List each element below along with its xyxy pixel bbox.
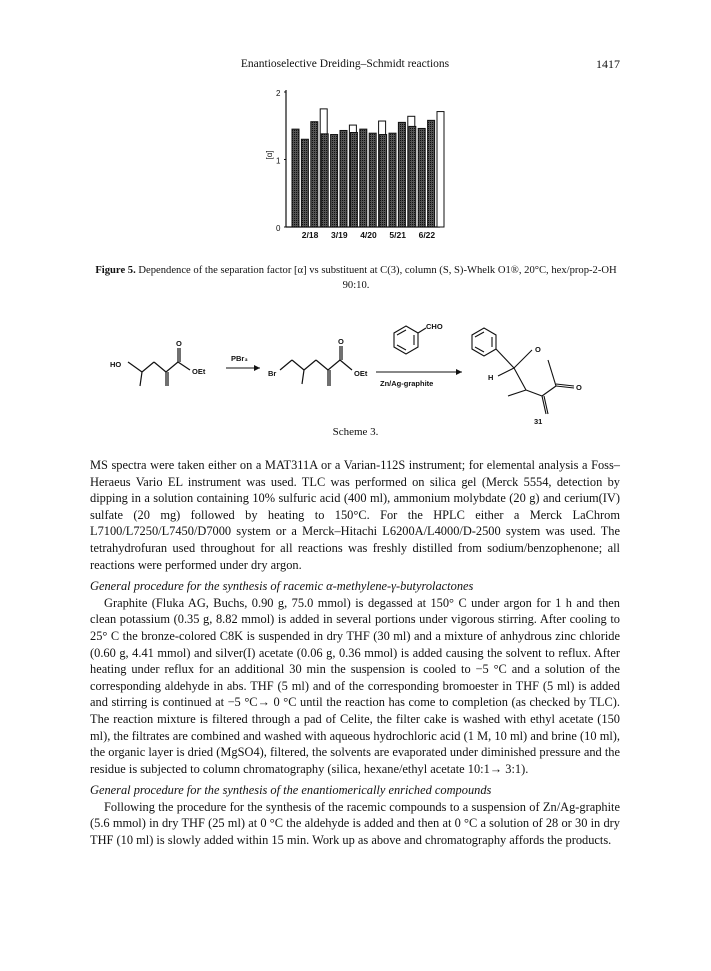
x-tick-label-3: 5/21	[389, 230, 406, 240]
arrowhead-2	[456, 369, 462, 375]
x-tick-label-0: 2/18	[301, 230, 319, 240]
scheme-3-drawing	[80, 318, 640, 428]
figure-5-bar-chart	[250, 84, 450, 264]
bromoester-structure	[280, 346, 352, 386]
x-tick-label-4: 6/22	[418, 230, 436, 240]
section-heading-enantioenriched: General procedure for the synthesis of the enantiomerically enriched compounds	[90, 783, 492, 798]
carbonyl-o-label-2: O	[338, 337, 344, 346]
ring-oxygen-label: O	[535, 345, 541, 354]
bar-4-20-s3	[369, 133, 376, 227]
scheme-label: Scheme 3.	[332, 426, 379, 438]
bar-3-19-s2	[331, 135, 338, 227]
bar-5-21-s3	[398, 122, 405, 227]
hydroxyl-label: HO	[110, 360, 122, 369]
aldehyde-label: CHO	[426, 322, 443, 331]
bar-2-18-s1	[292, 129, 299, 227]
carbonyl-o-label-1: O	[176, 339, 182, 348]
paragraph-enantioenriched-procedure: Following the procedure for the synthesis of the racemic compounds to a suspension of Zn/Ag-graphite (5.6 mmol) in dry THF (25 ml) at 0 °C the aldehyde is added and then at 0 °C a solution of 28 or 30 in dry THF (10 ml) is slowly added within 15 min. Work up as above and chromatography affords the products.	[90, 799, 620, 848]
figure-caption-text: Dependence of the separation factor [α] vs substituent at C(3), column (S, S)-Whelk O1®, 20°C, hex/prop-2-OH 90:10.	[138, 265, 617, 291]
lactone-product-structure	[472, 328, 574, 414]
section-heading-racemic: General procedure for the synthesis of racemic α-methylene-γ-butyrolactones	[90, 579, 474, 594]
bar-5-21-s1	[380, 135, 387, 227]
x-tick-label-2: 4/20	[360, 230, 377, 240]
bar-6-22-s3	[428, 120, 435, 227]
reagent-2-label: Zn/Ag-graphite	[380, 379, 434, 388]
bar-5-21-s2	[389, 133, 396, 227]
hydrogen-label: H	[488, 373, 494, 382]
figure-caption	[92, 263, 620, 293]
bar-2-18-s3	[311, 122, 318, 227]
figure-caption-label: Figure 5.	[95, 265, 136, 276]
bar-3-19-s1	[321, 134, 328, 227]
bromine-label: Br	[268, 369, 277, 378]
bar-6-22-s2	[418, 128, 425, 227]
running-header-title: Enantioselective Dreiding–Schmidt reactions	[240, 58, 450, 70]
body-text	[90, 457, 620, 849]
reagent-1-label: PBr₃	[231, 354, 248, 363]
y-axis-label: [α]	[265, 150, 274, 160]
page-number: 1417	[596, 57, 620, 71]
bar-6-22-s1	[409, 126, 416, 227]
bar-6-22-s4	[437, 112, 444, 227]
compound-number: 31	[534, 417, 543, 426]
paragraph-instruments: MS spectra were taken either on a MAT311A or a Varian-112S instrument; for elemental analysis a Foss–Heraeus Vario EL instrument was used. TLC was performed on silica gel (Merck 5554, detection by dipping in a solution containing 10% sulfuric acid (400 ml), ammonium molybdate (20 g) and cerium(IV) sulfate (20 mg) followed by heating to 150°C. For the HPLC either a Merck LaChrom L7100/L7250/L7450/D7000 system or a Merck–Hitachi L6200A/L4000/D-2500 system was used. The tetrahydrofuran used throughout for all reactions was freshly distilled from sodium/benzophenone; all reactions were performed under dry argon.	[90, 458, 620, 572]
bar-4-20-s1	[350, 133, 357, 228]
benzaldehyde-structure	[394, 326, 426, 354]
bar-2-18-s2	[301, 139, 308, 227]
y-tick-label-2: 2	[276, 89, 281, 98]
arrowhead-1	[254, 365, 260, 371]
y-tick-label-1: 1	[276, 156, 281, 166]
bar-4-20-s2	[360, 129, 367, 227]
paragraph-racemic-procedure: Graphite (Fluka AG, Buchs, 0.90 g, 75.0 mmol) is degassed at 150° C under argon for 1 h and then clean potassium (0.35 g, 8.82 mmol) is added in several portions under vigorous stirring. After cooling to 25° C the bronze-colored C8K is suspended in dry THF (30 ml) and a mixture of anhydrous zinc chloride (0.60 g, 4.41 mmol) and silver(I) acetate (0.06 g, 0.36 mmol) is added causing the solvent to reflux. After heating under reflux for an additional 30 min the suspension is cooled to −5 °C and a solution of the corresponding aldehyde in abs. THF (5 ml) and of the corresponding bromoester in THF (5 ml) is added and stirring is continued at −5 °C→ 0 °C until the reaction has come to completion (as checked by TLC). The reaction mixture is filtered through a pad of Celite, the filter cake is washed with ethyl acetate (150 ml), the filtrates are combined and washed with aqueous hydrochloric acid (1 M, 10 ml) and brine (10 ml), the organic layer is dried (MgSO4), filtered, the solvents are evaporated under diminished pressure and the residue is subjected to column chromatography (silica, hexane/ethyl acetate 10:1→ 3:1).	[90, 595, 620, 776]
lactone-carbonyl-o-label: O	[576, 383, 582, 392]
x-tick-label-1: 3/19	[331, 230, 348, 240]
bar-3-19-s3	[340, 130, 347, 227]
ethoxy-label-2: OEt	[354, 369, 368, 378]
ethoxy-label-1: OEt	[192, 367, 206, 376]
starting-hydroxyester-structure	[128, 348, 190, 386]
y-tick-label-0: 0	[276, 224, 281, 233]
